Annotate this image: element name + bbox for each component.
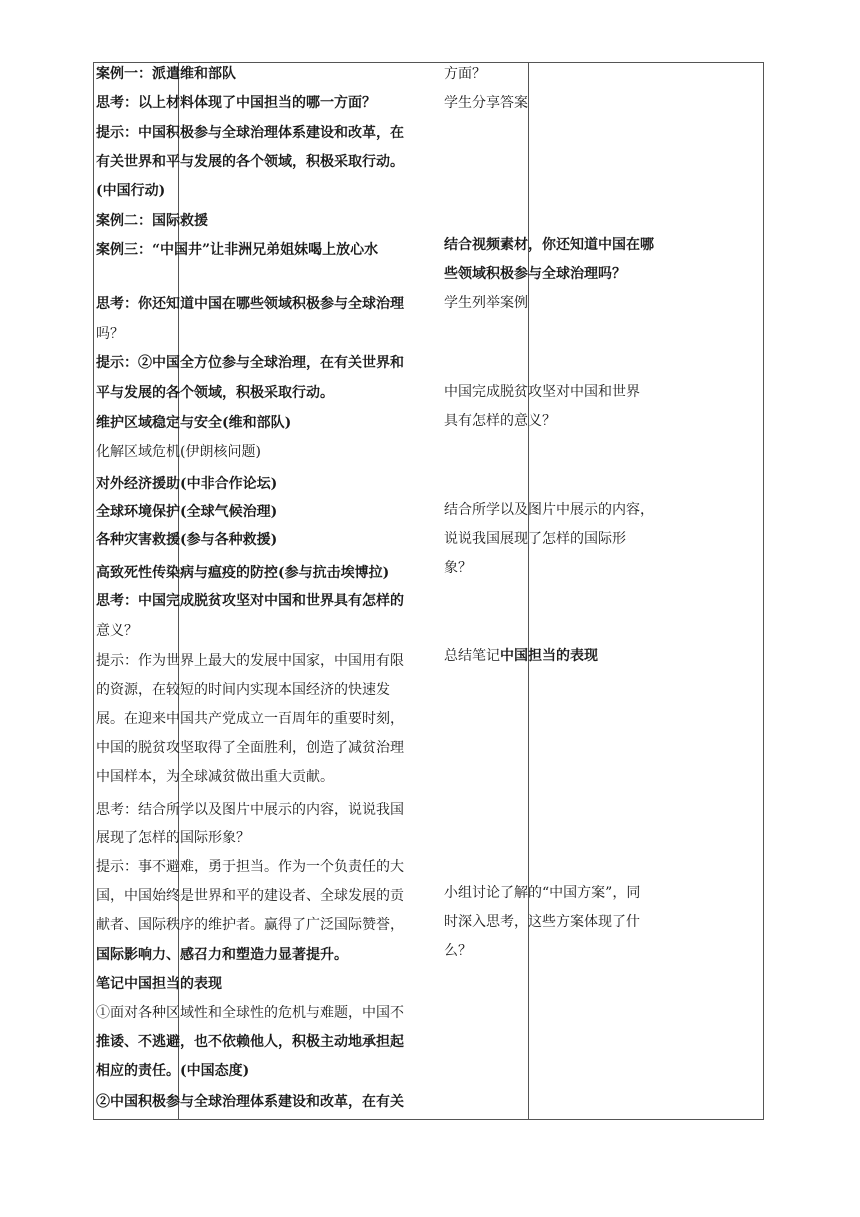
text-line: 思考：结合所学以及图片中展示的内容，说说我国 — [96, 802, 404, 818]
text-line: 维护区域稳定与安全(维和部队) — [96, 415, 292, 431]
text-line: 有关世界和平与发展的各个领域，积极采取行动。 — [96, 154, 404, 170]
text-line: 的资源，在较短的时间内实现本国经济的快速发 — [96, 682, 390, 698]
text-line: 高致死性传染病与瘟疫的防控(参与抗击埃博拉) — [96, 565, 390, 581]
text-line: 案例三：“中国井”让非洲兄弟姐妹喝上放心水 — [96, 242, 379, 258]
text-line: 么？ — [444, 943, 472, 959]
text-line: 些领域积极参与全球治理吗？ — [444, 266, 626, 282]
text-line: 展现了怎样的国际形象？ — [96, 830, 250, 846]
summary-note-heading: 中国担当的表现 — [500, 648, 598, 664]
summary-note-prefix: 总结笔记 — [444, 648, 500, 664]
text-line: 意义？ — [96, 623, 138, 639]
text-line: 中国样本，为全球减贫做出重大贡献。 — [96, 769, 334, 785]
text-line: 小组讨论了解的“中国方案”，同 — [444, 885, 641, 901]
text-line: 全球环境保护(全球气候治理) — [96, 504, 278, 520]
text-line: 思考：你还知道中国在哪些领域积极参与全球治理 — [96, 296, 404, 312]
text-line: 具有怎样的意义？ — [444, 413, 556, 429]
text-line: 对外经济援助(中非合作论坛) — [96, 476, 278, 492]
text-line: 案例一：派遣维和部队 — [96, 66, 236, 82]
text-line: (中国行动) — [96, 183, 166, 199]
column-divider — [528, 63, 529, 1119]
text-line: 提示：作为世界上最大的发展中国家，中国用有限 — [96, 653, 404, 669]
text-line: ①面对各种区域性和全球性的危机与难题，中国不 — [96, 1005, 404, 1021]
text-line: 吗？ — [96, 326, 124, 342]
text-line: 案例二：国际救援 — [96, 213, 208, 229]
text-line: 献者、国际秩序的维护者。赢得了广泛国际赞誉， — [96, 917, 404, 933]
text-line: 提示：事不避难，勇于担当。作为一个负责任的大 — [96, 859, 404, 875]
text-line: 展。在迎来中国共产党成立一百周年的重要时刻， — [96, 711, 404, 727]
text-line: 提示：②中国全方位参与全球治理，在有关世界和 — [96, 355, 404, 371]
text-line: 学生列举案例 — [444, 295, 528, 311]
text-line: 时深入思考，这些方案体现了什 — [444, 914, 640, 930]
text-line: 推诿、不逃避，也不依赖他人，积极主动地承担起 — [96, 1034, 404, 1050]
text-line: 化解区域危机(伊朗核问题) — [96, 444, 261, 460]
text-line: 结合所学以及图片中展示的内容， — [444, 502, 654, 518]
text-line: 提示：中国积极参与全球治理体系建设和改革，在 — [96, 125, 404, 141]
text-line: 结合视频素材，你还知道中国在哪 — [444, 237, 654, 253]
text-line: 平与发展的各个领域，积极采取行动。 — [96, 385, 334, 401]
text-line: 国际影响力、感召力和塑造力显著提升。 — [96, 947, 348, 963]
text-line: 笔记中国担当的表现 — [96, 976, 222, 992]
text-line: 国，中国始终是世界和平的建设者、全球发展的贡 — [96, 888, 404, 904]
summary-note-line — [444, 646, 598, 666]
text-line: 学生分享答案 — [444, 95, 528, 111]
text-line: 思考：中国完成脱贫攻坚对中国和世界具有怎样的 — [96, 593, 404, 609]
text-line: 象？ — [444, 560, 472, 576]
text-line: 方面？ — [444, 66, 486, 82]
text-line: ②中国积极参与全球治理体系建设和改革，在有关 — [96, 1094, 404, 1110]
text-line: 各种灾害救援(参与各种救援) — [96, 532, 278, 548]
text-line: 中国的脱贫攻坚取得了全面胜利，创造了减贫治理 — [96, 740, 404, 756]
text-line: 说说我国展现了怎样的国际形 — [444, 531, 626, 547]
text-line: 相应的责任。(中国态度) — [96, 1063, 250, 1079]
text-line: 中国完成脱贫攻坚对中国和世界 — [444, 384, 640, 400]
text-line: 思考：以上材料体现了中国担当的哪一方面？ — [96, 95, 376, 111]
